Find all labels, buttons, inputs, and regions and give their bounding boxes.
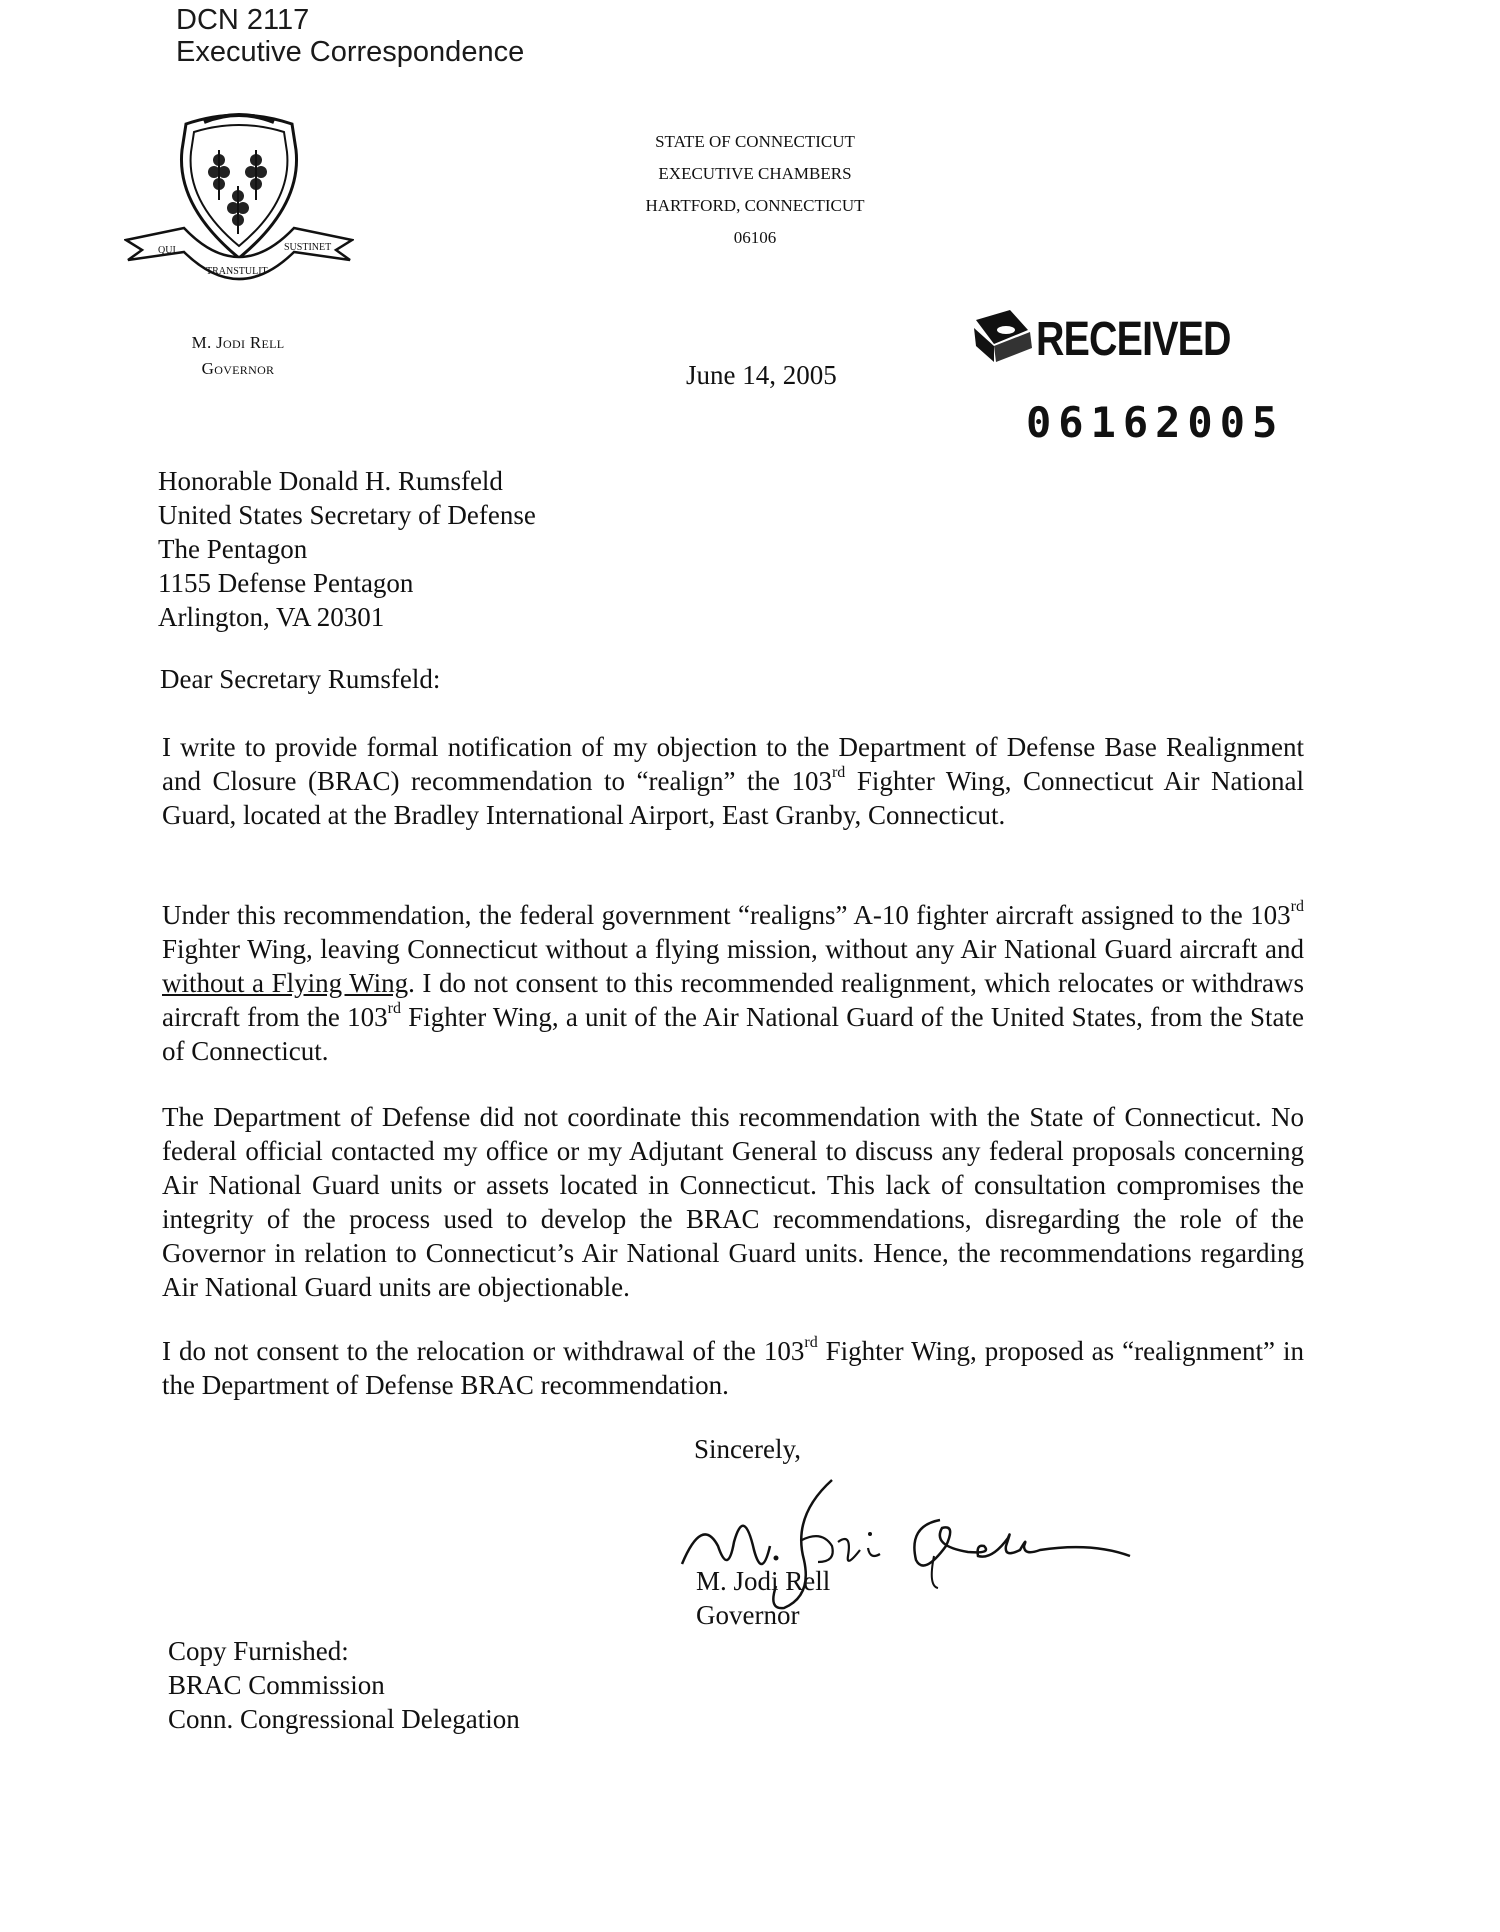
recipient-building: The Pentagon (158, 534, 308, 564)
body-paragraph-4 (162, 1334, 1304, 1402)
letter-date: June 14, 2005 (686, 360, 837, 390)
letterhead-state: STATE OF CONNECTICUT (655, 132, 855, 151)
received-stamp-label: RECEIVED (1036, 313, 1231, 366)
category-label: Executive Correspondence (176, 36, 525, 68)
p2-underlined-text: without a Flying Wing (162, 968, 409, 998)
document-header (176, 4, 524, 68)
letterhead-city: HARTFORD, CONNECTICUT (645, 196, 865, 215)
body-paragraph-2 (162, 898, 1304, 1068)
closing: Sincerely, (694, 1434, 801, 1464)
ordinal-suffix: rd (387, 1000, 401, 1017)
body-paragraph-1 (162, 730, 1304, 832)
p4-text-a: I do not consent to the relocation or withdrawal of the 103 (162, 1336, 805, 1366)
signature-block (696, 1564, 830, 1632)
ordinal-suffix: rd (804, 1334, 818, 1351)
p2-text-c: . I do not consent to this recommended realignment, which relocates or withdraws aircraft from the 103 (162, 968, 1304, 1032)
letterhead-zip: 06106 (733, 228, 777, 247)
p2-text-d: Fighter Wing, a unit of the Air National Guard of the United States, from the State of Connecticut. (162, 1002, 1305, 1066)
body-paragraph-3: The Department of Defense did not coordinate this recommendation with the State of Connecticut. No federal official contacted my office or my Adjutant General to discuss any federal proposals concerning Air National Guard units or assets located in Connecticut. This lack of consultation compromises the integrity of the process used to develop the BRAC recommendations, disregarding the role of the Governor in relation to Connecticut’s Air National Guard units. Hence, the recommendations regarding Air National Guard units are objectionable. (162, 1102, 1304, 1302)
dcn-number: DCN 2117 (176, 4, 310, 36)
seal-motto-right: SUSTINET (284, 242, 332, 253)
seal-motto-center: TRANSTULIT (206, 266, 268, 277)
salutation: Dear Secretary Rumsfeld: (160, 664, 441, 694)
copy-recipient: Conn. Congressional Delegation (168, 1704, 520, 1734)
seal-motto-left: QUI (158, 245, 176, 256)
p1-text-b: Fighter Wing, Connecticut Air National Guard, located at the Bradley International Airport, East Granby, Connecticut. (162, 766, 1304, 830)
governor-block (178, 330, 298, 382)
p1-text-a: I write to provide formal notification of my objection to the Department of Defense Base Realignment and Closure (BRAC) recommendation to “realign” the 103 (162, 732, 1304, 796)
governor-title: Governor (201, 359, 275, 378)
signer-title: Governor (696, 1600, 800, 1630)
received-stamp-date: 06162005 (1026, 398, 1285, 447)
state-seal-icon (124, 110, 354, 306)
received-stamp-icon (970, 306, 1042, 364)
recipient-street: 1155 Defense Pentagon (158, 568, 414, 598)
governor-name: M. Jodi Rell (191, 333, 285, 352)
p2-text-b: Fighter Wing, leaving Connecticut without a flying mission, without any Air National Guard aircraft and (162, 934, 1304, 964)
recipient-title: United States Secretary of Defense (158, 500, 536, 530)
copy-furnished-heading: Copy Furnished: (168, 1636, 349, 1666)
letterhead-office: EXECUTIVE CHAMBERS (658, 164, 852, 183)
copy-furnished (168, 1634, 520, 1736)
ordinal-suffix: rd (1290, 898, 1304, 915)
copy-recipient: BRAC Commission (168, 1670, 385, 1700)
p4-text-b: Fighter Wing, proposed as “realignment” in the Department of Defense BRAC recommendation. (162, 1336, 1304, 1400)
recipient-city: Arlington, VA 20301 (158, 602, 385, 632)
letterhead (600, 126, 910, 254)
signer-name: M. Jodi Rell (696, 1566, 831, 1596)
ordinal-suffix: rd (831, 764, 846, 781)
recipient-name: Honorable Donald H. Rumsfeld (158, 466, 503, 496)
p2-text-a: Under this recommendation, the federal government “realigns” A-10 fighter aircraft assigned to the 103 (162, 900, 1291, 930)
recipient-address (158, 464, 536, 634)
